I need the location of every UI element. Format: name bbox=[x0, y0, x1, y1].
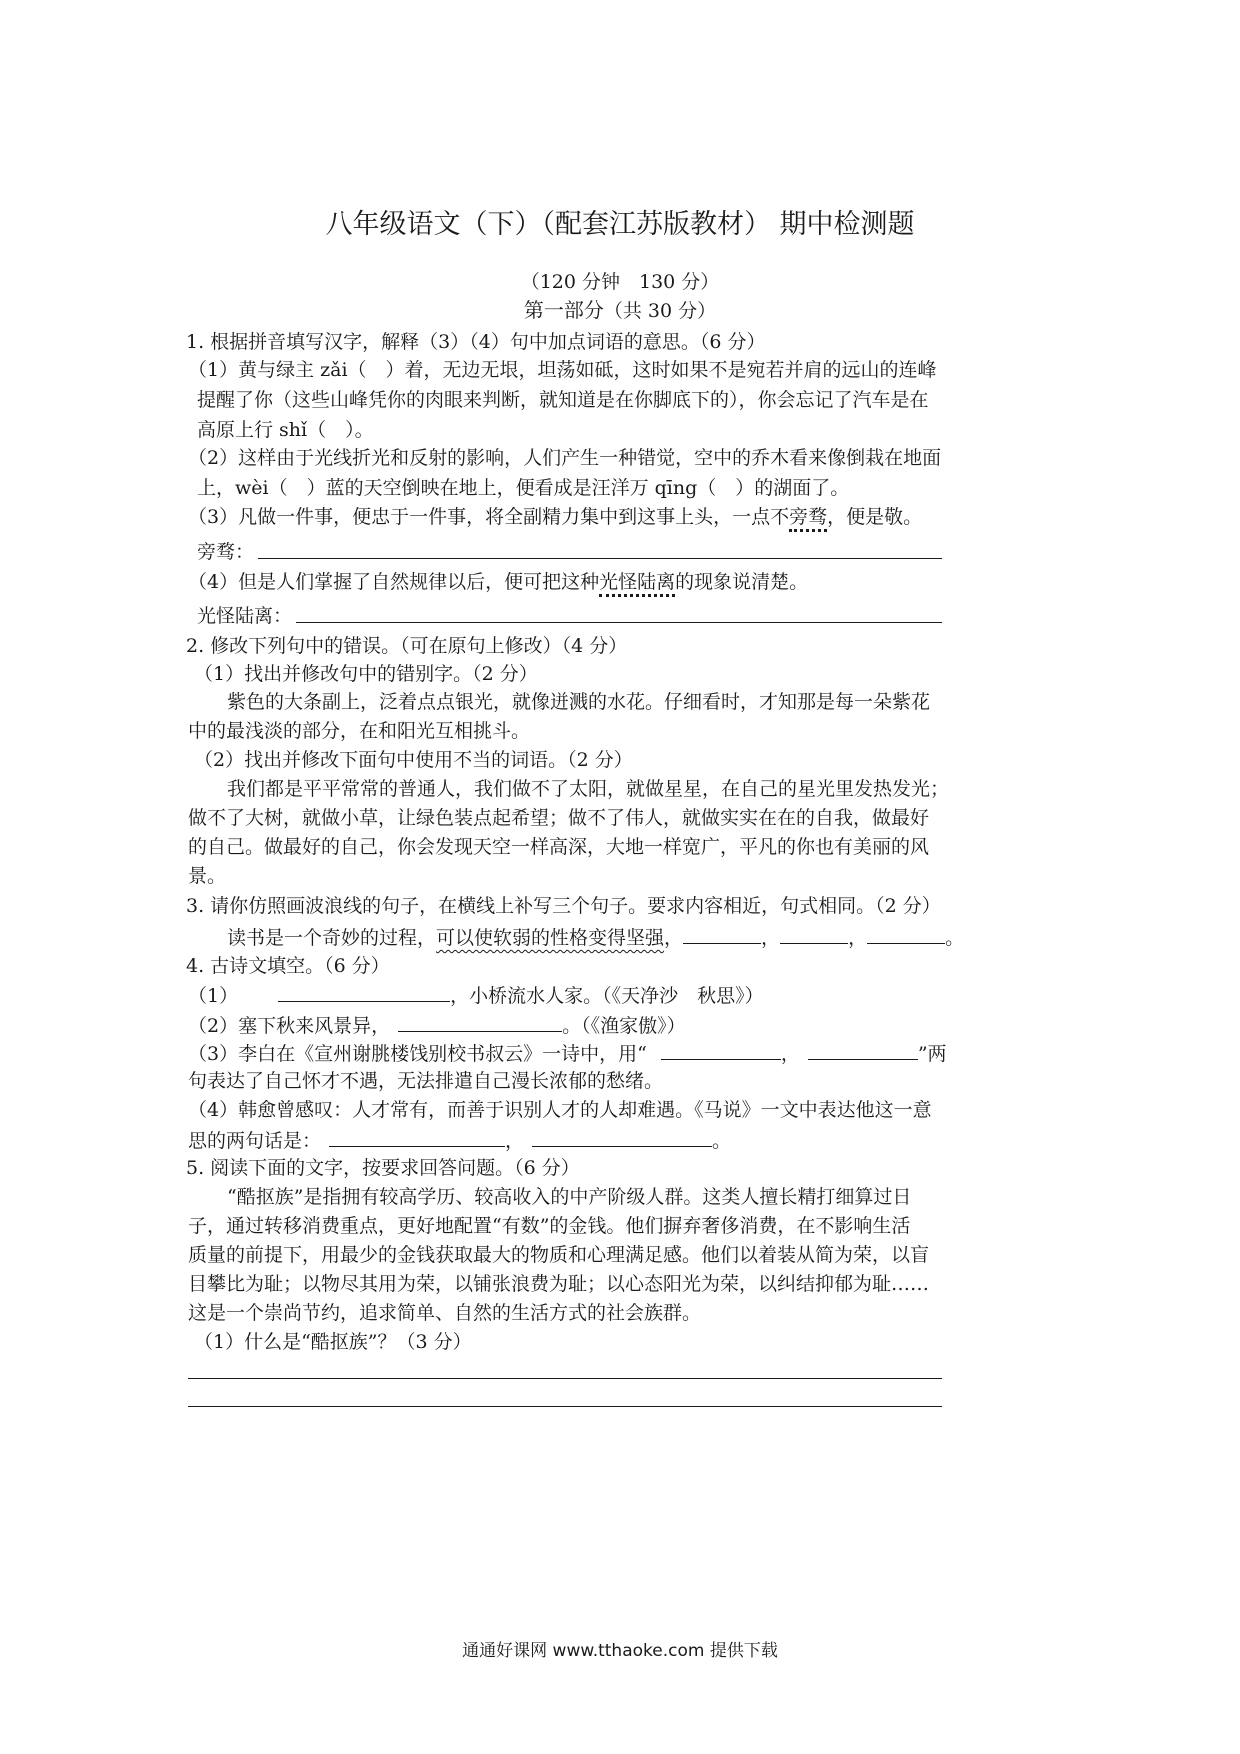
q4-s3 bbox=[188, 1040, 947, 1066]
q5-s1: （1）什么是“酷抠族”？（3 分） bbox=[194, 1331, 472, 1353]
q1-s3-pre: （3）凡做一件事，便忠于一件事，将全副精力集中到这事上头，一点不 bbox=[188, 506, 790, 528]
q4-s2 bbox=[188, 1012, 686, 1038]
q1-s4-post: 的现象说清楚。 bbox=[675, 571, 809, 593]
q3-wavy-text: 可以使软弱的性格变得坚强 bbox=[436, 927, 665, 949]
part-title: 第一部分 bbox=[523, 298, 604, 322]
q4-s4-line2 bbox=[188, 1127, 731, 1153]
q4-s3-mid: ， bbox=[780, 1043, 800, 1065]
page-title: 八年级语文（下）（配套江苏版教材） 期中检测题 bbox=[325, 209, 915, 240]
q3-blank-2[interactable] bbox=[780, 924, 848, 944]
q1-s3-label: 旁骛： bbox=[197, 541, 255, 563]
q4-s1-post: ，小桥流水人家。（《天净沙 秋思》） bbox=[450, 985, 764, 1007]
q1-s1-line1: （1）黄与绿主 zǎi（ ）着，无边无垠，坦荡如砥，这时如果不是宛若并肩的远山的连峰 bbox=[188, 359, 937, 381]
q1-s4-pre: （4）但是人们掌握了自然规律以后，便可把这种 bbox=[188, 571, 600, 593]
q5-passage-line1: “酷抠族”是指拥有较高学历、较高收入的中产阶级人群。这类人擅长精打细算过日 bbox=[227, 1186, 912, 1208]
q1-s2-line2: 上，wèi（ ）蓝的天空倒映在地上，便看成是汪洋万 qīng（ ）的湖面了。 bbox=[197, 477, 850, 499]
q1-stem: 1. 根据拼音填写汉字，解释（3）（4）句中加点词语的意思。（6 分） bbox=[186, 331, 766, 353]
q4-s3-line2: 句表达了自己怀才不遇，无法排遣自己漫长浓郁的愁绪。 bbox=[188, 1070, 664, 1092]
q4-stem: 4. 古诗文填空。（6 分） bbox=[186, 955, 390, 977]
q3-sep2: ， bbox=[761, 927, 781, 949]
q5-passage-line4: 目攀比为耻；以物尽其用为荣，以铺张浪费为耻；以心态阳光为荣，以纠结抑郁为耻…… bbox=[188, 1273, 930, 1295]
q5-answer-line-2[interactable] bbox=[188, 1406, 942, 1407]
q4-s4-mid: ， bbox=[505, 1130, 525, 1152]
q2-p2-line4: 景。 bbox=[188, 865, 227, 887]
q4-s4-end: 。 bbox=[712, 1130, 732, 1152]
q4-s4-pre: 思的两句话是： bbox=[188, 1130, 322, 1152]
q5-stem: 5. 阅读下面的文字，按要求回答问题。（6 分） bbox=[186, 1157, 580, 1179]
q1-s4-label: 光怪陆离： bbox=[197, 605, 293, 627]
q4-s3-blank-2[interactable] bbox=[808, 1040, 918, 1060]
q3-sentence bbox=[227, 924, 964, 950]
q3-end: 。 bbox=[945, 927, 965, 949]
footer-credit: 通通好课网 www.tthaoke.com 提供下载 bbox=[462, 1641, 778, 1661]
time-score: （120 分钟 130 分） bbox=[520, 271, 720, 293]
q2-p2-line1: 我们都是平平常常的普通人，我们做不了太阳，就做星星，在自己的星光里发热发光； bbox=[227, 778, 950, 800]
q5-passage-line3: 质量的前提下，用最少的金钱获取最大的物质和心理满足感。他们以着装从简为荣，以盲 bbox=[188, 1244, 930, 1266]
q4-s4-blank-1[interactable] bbox=[329, 1127, 505, 1147]
q4-s4-blank-2[interactable] bbox=[532, 1127, 712, 1147]
q4-s3-post: ”两 bbox=[917, 1043, 947, 1065]
q4-s1 bbox=[188, 982, 764, 1008]
q5-passage-line5: 这是一个崇尚节约，追求简单、自然的生活方式的社会族群。 bbox=[188, 1302, 702, 1324]
q3-sep1: ， bbox=[664, 927, 684, 949]
q3-sep3: ， bbox=[848, 927, 868, 949]
q2-s1: （1）找出并修改句中的错别字。（2 分） bbox=[194, 663, 538, 685]
q4-s2-pre: （2）塞下秋来风景异， bbox=[188, 1015, 391, 1037]
q4-s2-blank[interactable] bbox=[398, 1012, 562, 1032]
q2-s2: （2）找出并修改下面句中使用不当的词语。（2 分） bbox=[194, 749, 633, 771]
q1-s4-dotted-word: 光怪陆离 bbox=[599, 571, 675, 597]
part-score: （共 30 分） bbox=[603, 300, 717, 322]
q1-s4-answer-line[interactable] bbox=[296, 622, 942, 623]
q2-p2-line2: 做不了大树，就做小草，让绿色装点起希望；做不了伟人，就做实实在在的自我，做最好 bbox=[188, 807, 930, 829]
q3-pre: 读书是一个奇妙的过程， bbox=[227, 927, 437, 949]
q5-answer-line-1[interactable] bbox=[188, 1378, 942, 1379]
q1-s1-line2: 提醒了你（这些山峰凭你的肉眼来判断，就知道是在你脚底下的），你会忘记了汽车是在 bbox=[197, 389, 929, 411]
q1-s3-dotted-word: 旁骛 bbox=[789, 506, 827, 532]
q2-p2-line3: 的自己。做最好的自己，你会发现天空一样高深，大地一样宽广，平凡的你也有美丽的风 bbox=[188, 836, 930, 858]
q1-s3-answer-line[interactable] bbox=[258, 558, 942, 559]
q4-s3-pre: （3）李白在《宣州谢朓楼饯别校书叔云》一诗中，用“ bbox=[188, 1043, 647, 1065]
q3-blank-3[interactable] bbox=[867, 924, 945, 944]
q1-s2-line1: （2）这样由于光线折光和反射的影响，人们产生一种错觉，空中的乔木看来像倒栽在地面 bbox=[188, 447, 942, 469]
q1-s3-post: ，便是敬。 bbox=[827, 506, 923, 528]
q4-s1-num: （1） bbox=[188, 985, 239, 1007]
q2-stem: 2. 修改下列句中的错误。（可在原句上修改）（4 分） bbox=[186, 635, 628, 657]
q2-p1-line2: 中的最浅淡的部分，在和阳光互相挑斗。 bbox=[188, 720, 531, 742]
q3-blank-1[interactable] bbox=[683, 924, 761, 944]
q3-stem: 3. 请你仿照画波浪线的句子，在横线上补写三个句子。要求内容相近，句式相同。（2 分） bbox=[186, 895, 941, 917]
q1-s4-sentence bbox=[188, 570, 808, 594]
part-heading bbox=[0, 298, 1240, 323]
q4-s3-blank-1[interactable] bbox=[661, 1040, 781, 1060]
q4-s2-post: 。（《渔家傲》） bbox=[562, 1015, 686, 1037]
q1-s1-line3: 高原上行 shǐ（ ）。 bbox=[197, 419, 374, 441]
q4-s4-line1: （4）韩愈曾感叹：人才常有，而善于识别人才的人却难遇。《马说》一文中表达他这一意 bbox=[188, 1099, 932, 1121]
q4-s1-blank[interactable] bbox=[278, 982, 450, 1002]
q5-passage-line2: 子，通过转移消费重点，更好地配置“有数”的金钱。他们摒弃奢侈消费，在不影响生活 bbox=[188, 1215, 911, 1237]
q2-p1-line1: 紫色的大条副上，泛着点点银光，就像迸溅的水花。仔细看时，才知那是每一朵紫花 bbox=[227, 691, 931, 713]
q1-s3-sentence bbox=[188, 505, 922, 529]
